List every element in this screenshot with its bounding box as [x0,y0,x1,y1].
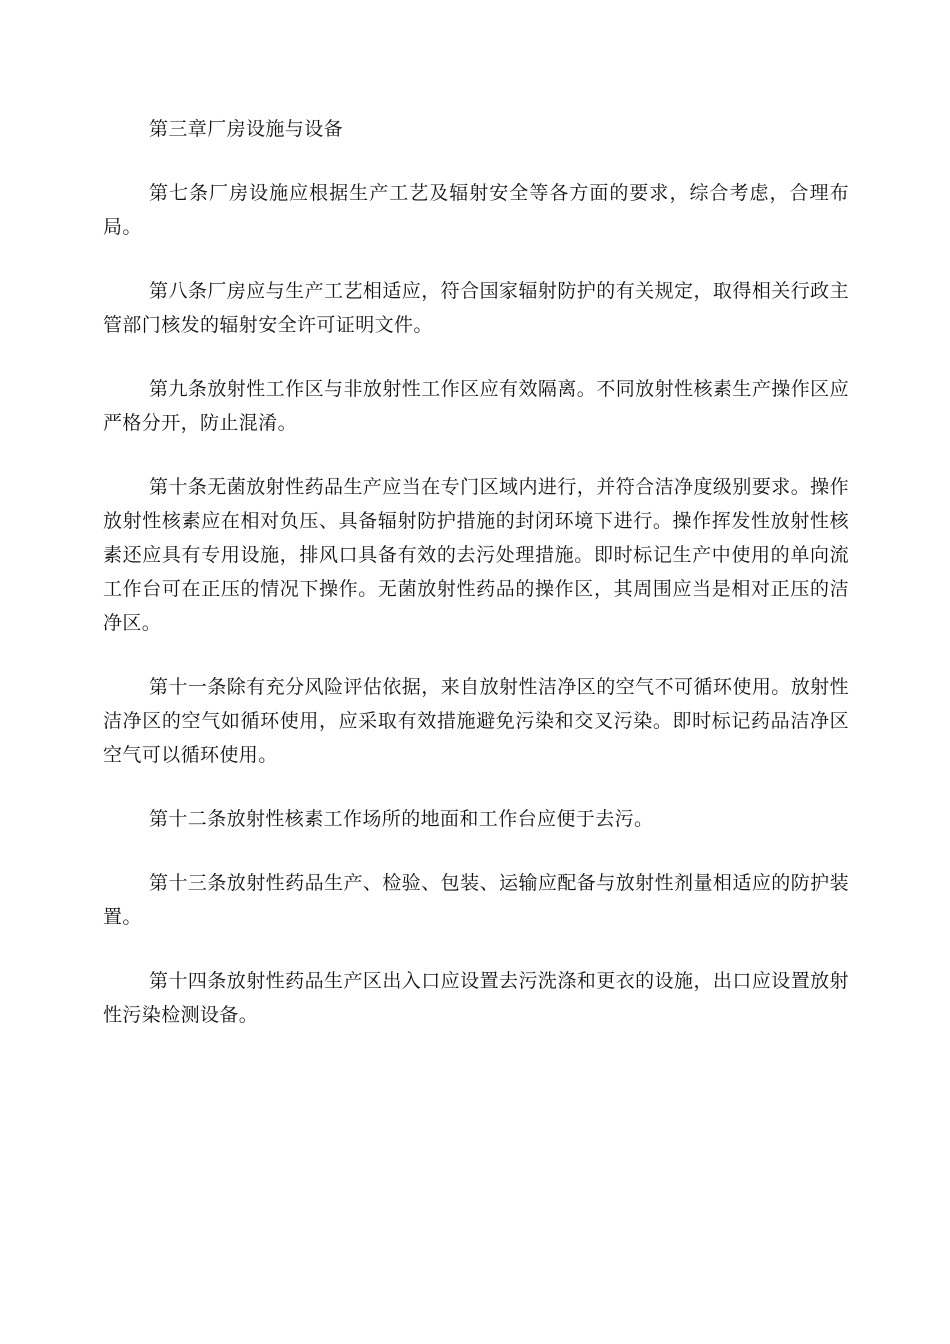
article-7: 第七条厂房设施应根据生产工艺及辐射安全等各方面的要求，综合考虑，合理布局。 [103,182,849,238]
document-page [103,112,849,1062]
article-13: 第十三条放射性药品生产、检验、包装、运输应配备与放射性剂量相适应的防护装置。 [103,872,849,928]
article-12: 第十二条放射性核素工作场所的地面和工作台应便于去污。 [149,808,654,830]
article-14: 第十四条放射性药品生产区出入口应设置去污洗涤和更衣的设施，出口应设置放射性污染检测设备。 [103,970,849,1026]
article-8: 第八条厂房应与生产工艺相适应，符合国家辐射防护的有关规定，取得相关行政主管部门核发的辐射安全许可证明文件。 [103,280,849,336]
article-10: 第十条无菌放射性药品生产应当在专门区域内进行，并符合洁净度级别要求。操作放射性核素应在相对负压、具备辐射防护措施的封闭环境下进行。操作挥发性放射性核素还应具有专用设施，排风口具备有效的去污处理措施。即时标记生产中使用的单向流工作台可在正压的情况下操作。无菌放射性药品的操作区，其周围应当是相对正压的洁净区。 [103,476,849,634]
article-9: 第九条放射性工作区与非放射性工作区应有效隔离。不同放射性核素生产操作区应严格分开，防止混淆。 [103,378,849,434]
article-11: 第十一条除有充分风险评估依据，来自放射性洁净区的空气不可循环使用。放射性洁净区的空气如循环使用，应采取有效措施避免污染和交叉污染。即时标记药品洁净区空气可以循环使用。 [103,676,849,766]
chapter-heading: 第三章厂房设施与设备 [149,118,344,140]
